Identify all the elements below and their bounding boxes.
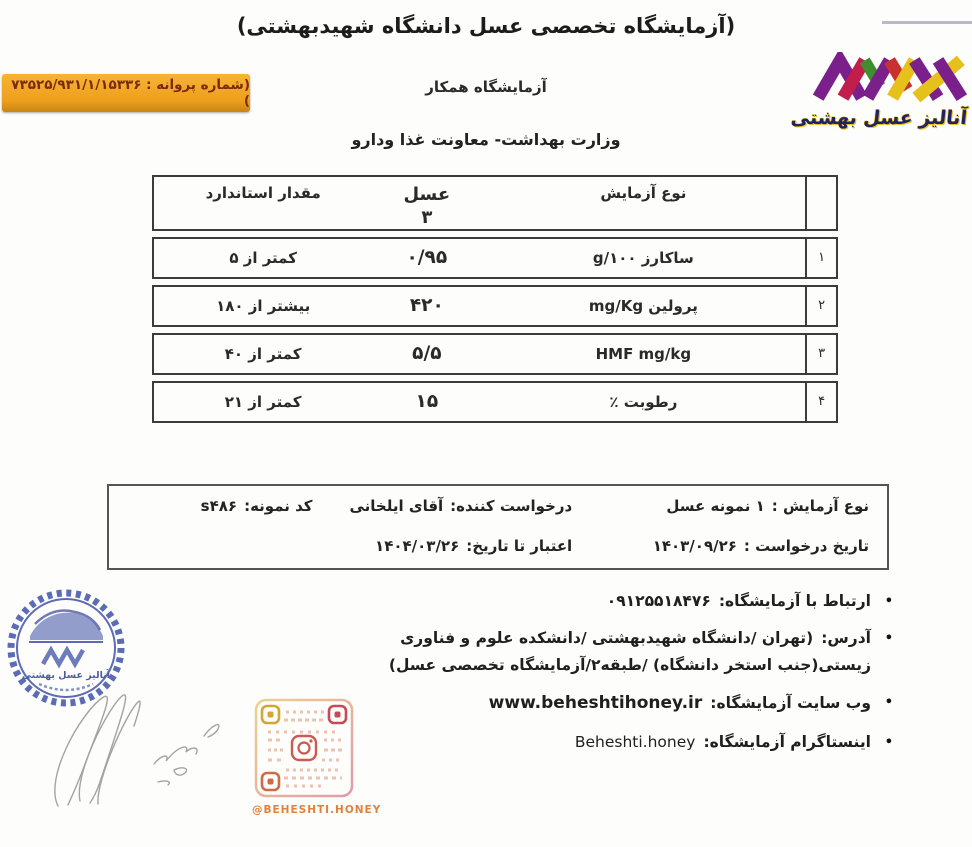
header-standard: مقدار استاندارد: [205, 184, 321, 202]
row-number: ۱: [805, 239, 836, 277]
table-header-row: [152, 175, 838, 231]
requester-label: درخواست کننده:: [450, 497, 573, 515]
results-table: [152, 175, 838, 429]
phone-value: ۰۹۱۲۵۵۱۸۴۷۶: [606, 592, 711, 610]
standard-value: کمتر از ۲۱: [224, 392, 302, 411]
page-title: (آزمایشگاه تخصصی عسل دانشگاه شهیدبهشتی): [236, 14, 736, 38]
test-name: HMF mg/kg: [595, 344, 692, 363]
row-number: ۴: [805, 383, 836, 421]
list-item-address: [293, 625, 893, 679]
test-name: ساکارز g/۱۰۰: [592, 248, 694, 267]
brand-logo: [789, 52, 969, 129]
table-row: [152, 237, 838, 279]
license-number-badge: (شماره پروانه : ۷۳۵۲۵/۹۳۱/۱/۱۵۳۳۶ ): [2, 74, 250, 112]
requester-field: [313, 497, 573, 515]
request-date-field: [572, 537, 869, 555]
instagram-handle: Beheshti.honey: [574, 733, 696, 752]
sample-code-value: s۴۸۶: [200, 497, 238, 515]
instagram-icon: [292, 736, 316, 760]
test-type-label: نوع آزمایش :: [771, 497, 869, 515]
table-row: [152, 285, 838, 327]
test-type-value: ۱ نمونه عسل: [666, 497, 765, 515]
qr-code-icon: [254, 698, 354, 798]
contact-list: [293, 588, 893, 766]
website-url: www.beheshtihoney.ir: [488, 693, 703, 714]
bullet-dot-icon: •: [884, 594, 893, 609]
validity-value: ۱۴۰۴/۰۳/۲۶: [375, 537, 460, 555]
ministry-label: وزارت بهداشت- معاونت غذا ودارو: [351, 130, 621, 149]
zigzag-logo-icon: [812, 52, 967, 104]
header-sample: [372, 177, 481, 229]
qr-caption: @BEHESHTI.HONEY: [252, 804, 382, 816]
validity-date-field: [313, 537, 573, 555]
standard-value: بیشتر از ۱۸۰: [216, 296, 311, 315]
header-test-type: نوع آزمایش: [600, 184, 687, 202]
table-row: [152, 333, 838, 375]
bullet-dot-icon: •: [884, 631, 893, 647]
address-value: (تهران /دانشگاه شهیدبهشتی /دانشکده علوم و فناوری زیستی(جنب استخر دانشگاه) /طبقه۲/آزمایشگاه تخصصی عسل): [388, 629, 871, 675]
requester-value: آقای ایلخانی: [349, 497, 444, 515]
test-result: ۵/۵: [412, 343, 442, 365]
test-type-field: [572, 497, 869, 515]
address-label: آدرس:: [821, 629, 871, 648]
validity-label: اعتبار تا تاریخ:: [466, 537, 573, 555]
partner-lab-label: آزمایشگاه همکار: [425, 78, 547, 96]
list-item-phone: [293, 588, 893, 615]
request-date-label: تاریخ درخواست :: [743, 537, 869, 555]
header-sample-label: عسل: [403, 184, 451, 205]
stamp-text: آنالیز عسل بهشتی: [22, 670, 110, 681]
brand-logo-text: آنالیز عسل بهشتی: [789, 107, 969, 129]
instagram-label: اینستاگرام آزمایشگاه:: [703, 733, 871, 752]
signature: [28, 686, 246, 814]
row-number: ۲: [805, 287, 836, 325]
instagram-qr-code: [252, 698, 382, 816]
sample-info-box: [107, 484, 889, 570]
standard-value: کمتر از ۴۰: [224, 344, 302, 363]
standard-value: کمتر از ۵: [229, 248, 297, 267]
test-result: ۰/۹۵: [406, 247, 448, 269]
bullet-dot-icon: •: [884, 735, 893, 751]
bullet-dot-icon: •: [884, 695, 893, 711]
corner-rule-line: [882, 21, 972, 24]
test-name: رطوبت ٪: [609, 392, 678, 411]
test-result: ۴۲۰: [409, 295, 444, 317]
header-row-number: [805, 177, 836, 229]
table-row: [152, 381, 838, 423]
sample-code-field: [127, 497, 313, 515]
test-name: پرولین mg/Kg: [588, 296, 698, 315]
request-date-value: ۱۴۰۳/۰۹/۲۶: [652, 537, 737, 555]
phone-label: ارتباط با آزمایشگاه:: [718, 592, 871, 610]
list-item-website: [293, 689, 893, 719]
sample-code-label: کد نمونه:: [244, 497, 313, 515]
header-sample-number: ۳: [421, 206, 433, 228]
website-label: وب سایت آزمایشگاه:: [710, 694, 871, 713]
list-item-instagram: [293, 729, 893, 756]
signature-strokes-icon: [28, 686, 246, 814]
test-result: ۱۵: [415, 391, 439, 413]
row-number: ۳: [805, 335, 836, 373]
